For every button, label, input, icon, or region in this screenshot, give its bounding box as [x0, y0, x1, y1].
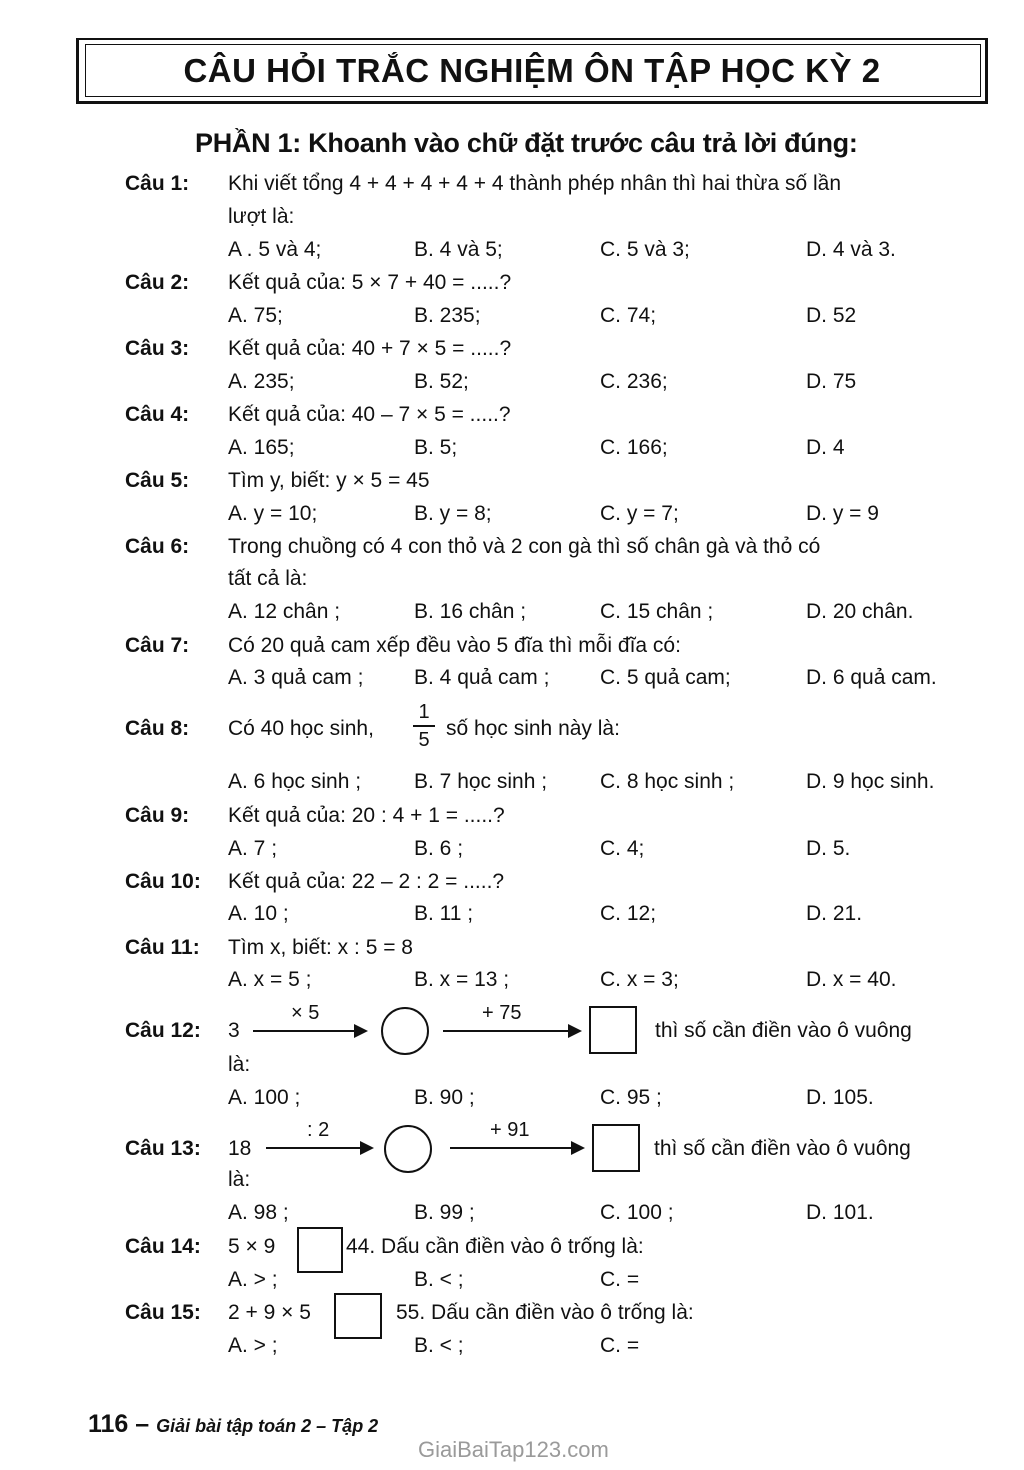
arrow-right-icon: [571, 1141, 585, 1155]
option-d[interactable]: D. 75: [806, 370, 857, 393]
option-b[interactable]: B. x = 13 ;: [414, 968, 510, 991]
question-label: Câu 14:: [125, 1235, 201, 1258]
option-d[interactable]: D. 105.: [806, 1086, 874, 1109]
book-title: Giải bài tập toán 2 – Tập 2: [156, 1416, 379, 1436]
operation-label: × 5: [291, 1002, 320, 1024]
arrow-right-icon: [360, 1141, 374, 1155]
page-footer: [88, 1410, 378, 1439]
option-d[interactable]: D. 5.: [806, 837, 851, 860]
question-label: Câu 6:: [125, 535, 190, 558]
answer-box[interactable]: [589, 1006, 637, 1054]
question-label: Câu 1:: [125, 172, 190, 195]
question-text: Kết quả của: 20 : 4 + 1 = .....?: [228, 804, 505, 827]
option-b[interactable]: B. 235;: [414, 304, 481, 327]
question-text: Kết quả của: 40 + 7 × 5 = .....?: [228, 337, 512, 360]
option-b[interactable]: B. 99 ;: [414, 1201, 475, 1224]
section-heading: PHẦN 1: Khoanh vào chữ đặt trước câu trả lời đúng:: [195, 128, 858, 158]
option-c[interactable]: C. y = 7;: [600, 502, 679, 525]
option-d[interactable]: D. y = 9: [806, 502, 879, 525]
question-label: Câu 3:: [125, 337, 190, 360]
question-label: Câu 2:: [125, 271, 190, 294]
answer-box[interactable]: [297, 1227, 343, 1273]
question-text-after: số học sinh này là:: [446, 717, 620, 740]
option-c[interactable]: C. 166;: [600, 436, 668, 459]
option-b[interactable]: B. 90 ;: [414, 1086, 475, 1109]
option-c[interactable]: C. 95 ;: [600, 1086, 662, 1109]
option-b[interactable]: B. 4 quả cam ;: [414, 666, 550, 689]
question-text: Tìm y, biết: y × 5 = 45: [228, 469, 430, 492]
question-text: Khi viết tổng 4 + 4 + 4 + 4 + 4 thành phép nhân thì hai thừa số lần: [228, 172, 842, 195]
question-text-continued: tất cả là:: [228, 567, 308, 590]
arrow-line: [450, 1147, 574, 1149]
circle-blank[interactable]: [384, 1125, 432, 1173]
option-d[interactable]: D. 4 và 3.: [806, 238, 896, 261]
fraction-numerator: 1: [418, 701, 430, 723]
page-title: CÂU HỎI TRẮC NGHIỆM ÔN TẬP HỌC KỲ 2: [183, 52, 881, 89]
question-label: Câu 12:: [125, 1019, 201, 1042]
option-d[interactable]: D. x = 40.: [806, 968, 897, 991]
page-number: 116 –: [88, 1410, 150, 1438]
option-b[interactable]: B. y = 8;: [414, 502, 492, 525]
option-d[interactable]: D. 6 quả cam.: [806, 666, 937, 689]
option-a[interactable]: A. x = 5 ;: [228, 968, 312, 991]
question-label: Câu 15:: [125, 1301, 201, 1324]
option-b[interactable]: B. 16 chân ;: [414, 600, 527, 623]
circle-blank[interactable]: [381, 1007, 429, 1055]
question-label: Câu 4:: [125, 403, 190, 426]
question-text: Có 20 quả cam xếp đều vào 5 đĩa thì mỗi đĩa có:: [228, 634, 681, 657]
option-c[interactable]: C. 5 và 3;: [600, 238, 690, 261]
fraction-denominator: 5: [418, 729, 430, 751]
question-text: Tìm x, biết: x : 5 = 8: [228, 936, 413, 959]
expression-right: 44. Dấu cần điền vào ô trống là:: [346, 1235, 644, 1258]
question-text-continued: là:: [228, 1053, 251, 1076]
operation-label: + 91: [490, 1119, 530, 1141]
option-c[interactable]: C. 15 chân ;: [600, 600, 714, 623]
fraction-bar: [413, 725, 435, 727]
option-a[interactable]: A. 10 ;: [228, 902, 289, 925]
option-d[interactable]: D. 9 học sinh.: [806, 770, 935, 793]
expression-right: 55. Dấu cần điền vào ô trống là:: [396, 1301, 694, 1324]
question-label: Câu 7:: [125, 634, 190, 657]
option-b[interactable]: B. 4 và 5;: [414, 238, 503, 261]
option-a[interactable]: A. 235;: [228, 370, 295, 393]
question-label: Câu 9:: [125, 804, 190, 827]
option-c[interactable]: C. =: [600, 1268, 640, 1291]
option-a[interactable]: A. 165;: [228, 436, 295, 459]
operation-label: : 2: [307, 1119, 330, 1141]
option-b[interactable]: B. 52;: [414, 370, 469, 393]
question-text: thì số cần điền vào ô vuông: [654, 1137, 911, 1160]
option-d[interactable]: D. 20 chân.: [806, 600, 914, 623]
question-text: Trong chuồng có 4 con thỏ và 2 con gà thì số chân gà và thỏ có: [228, 535, 821, 558]
option-d[interactable]: D. 4: [806, 436, 845, 459]
expression-left: 5 × 9: [228, 1235, 276, 1258]
option-c[interactable]: C. 8 học sinh ;: [600, 770, 735, 793]
option-a[interactable]: A. 6 học sinh ;: [228, 770, 362, 793]
option-c[interactable]: C. x = 3;: [600, 968, 679, 991]
option-a[interactable]: A. 3 quả cam ;: [228, 666, 364, 689]
expression-left: 2 + 9 × 5: [228, 1301, 311, 1324]
option-c[interactable]: C. 100 ;: [600, 1201, 674, 1224]
option-a[interactable]: A. > ;: [228, 1334, 278, 1357]
question-text: thì số cần điền vào ô vuông: [655, 1019, 912, 1042]
option-d[interactable]: D. 101.: [806, 1201, 874, 1224]
question-text: Kết quả của: 22 – 2 : 2 = .....?: [228, 870, 505, 893]
question-label: Câu 11:: [125, 936, 200, 959]
option-a[interactable]: A. 75;: [228, 304, 283, 327]
option-d[interactable]: D. 52: [806, 304, 857, 327]
option-b[interactable]: B. < ;: [414, 1334, 464, 1357]
operation-label: + 75: [482, 1002, 522, 1024]
option-a[interactable]: A. 100 ;: [228, 1086, 301, 1109]
answer-box[interactable]: [592, 1124, 640, 1172]
option-b[interactable]: B. 7 học sinh ;: [414, 770, 548, 793]
question-text: Có 40 học sinh,: [228, 717, 374, 740]
arrow-right-icon: [568, 1024, 582, 1038]
arrow-line: [253, 1030, 357, 1032]
option-c[interactable]: C. =: [600, 1334, 640, 1357]
option-a[interactable]: A. y = 10;: [228, 502, 318, 525]
arrow-right-icon: [354, 1024, 368, 1038]
option-c[interactable]: C. 4;: [600, 837, 645, 860]
option-b[interactable]: B. < ;: [414, 1268, 464, 1291]
option-a[interactable]: A. 98 ;: [228, 1201, 289, 1224]
fraction: [413, 700, 435, 752]
option-d[interactable]: D. 21.: [806, 902, 863, 925]
option-c[interactable]: C. 236;: [600, 370, 668, 393]
option-c[interactable]: C. 12;: [600, 902, 657, 925]
option-c[interactable]: C. 5 quả cam;: [600, 666, 731, 689]
question-label: Câu 10:: [125, 870, 201, 893]
question-label: Câu 5:: [125, 469, 190, 492]
arrow-line: [266, 1147, 363, 1149]
option-b[interactable]: B. 6 ;: [414, 837, 464, 860]
option-b[interactable]: B. 11 ;: [414, 902, 474, 925]
watermark: GiaiBaiTap123.com: [418, 1437, 609, 1462]
question-label: Câu 8:: [125, 717, 190, 740]
option-a[interactable]: A. > ;: [228, 1268, 278, 1291]
option-a[interactable]: A. 12 chân ;: [228, 600, 341, 623]
question-text: Kết quả của: 40 – 7 × 5 = .....?: [228, 403, 511, 426]
arrow-line: [443, 1030, 571, 1032]
option-a[interactable]: A . 5 và 4;: [228, 238, 322, 261]
chain-start-number: 3: [228, 1019, 240, 1042]
title-box: [76, 38, 988, 104]
answer-box[interactable]: [334, 1293, 382, 1339]
option-c[interactable]: C. 74;: [600, 304, 657, 327]
chain-start-number: 18: [228, 1137, 252, 1160]
question-text-continued: lượt là:: [228, 205, 295, 228]
option-a[interactable]: A. 7 ;: [228, 837, 278, 860]
option-b[interactable]: B. 5;: [414, 436, 458, 459]
question-text: Kết quả của: 5 × 7 + 40 = .....?: [228, 271, 512, 294]
question-text-continued: là:: [228, 1168, 251, 1191]
question-label: Câu 13:: [125, 1137, 201, 1160]
